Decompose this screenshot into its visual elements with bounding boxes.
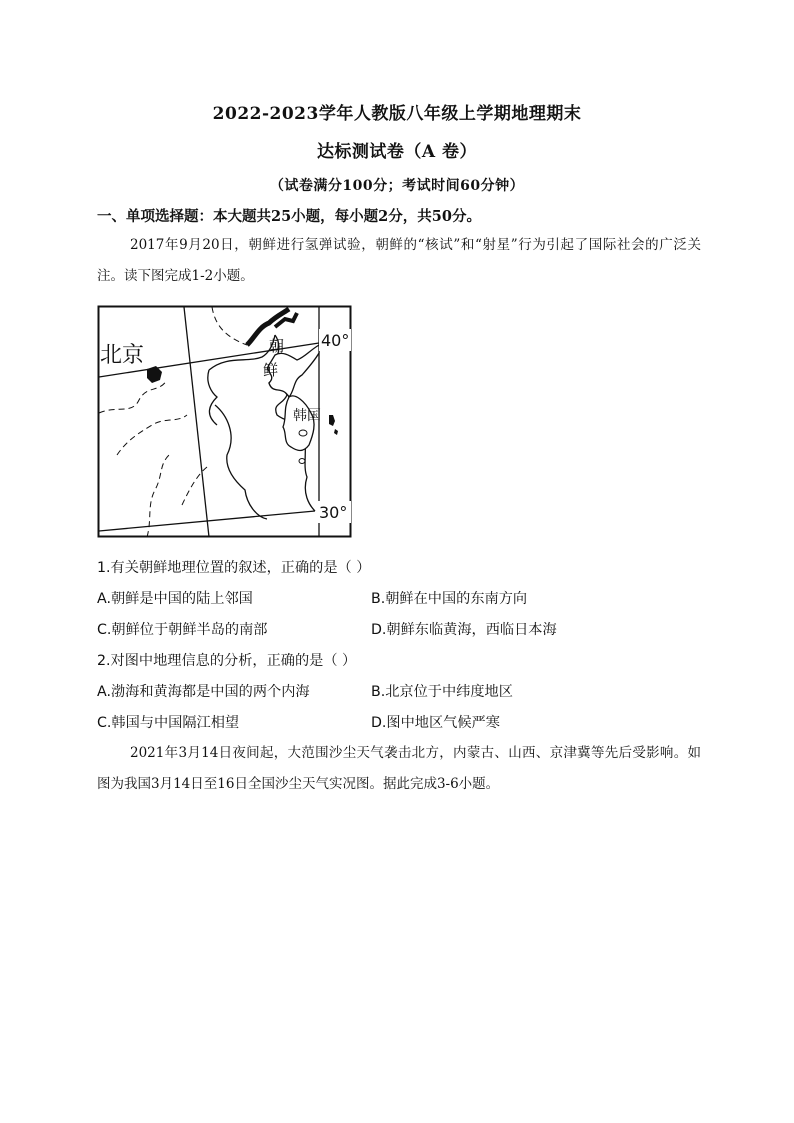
label-lat-30: 30° [319,503,348,522]
island [299,459,305,464]
question-1-option-b: B.朝鲜在中国的东南方向 [371,591,528,607]
section-heading: 一、单项选择题：本大题共25小题，每小题2分，共50分。 [97,208,481,225]
question-1-stem: 1.有关朝鲜地理位置的叙述，正确的是（ ） [97,560,371,576]
doc-title-line1: 2022-2023学年人教版八年级上学期地理期末 [212,104,582,124]
korea-peninsula-map [97,305,353,540]
coastline [208,370,217,425]
beijing-marker [147,366,162,383]
intro-paragraph-2: 2021年3月14日夜间起，大范围沙尘天气袭击北方，内蒙古、山西、京津冀等先后受影响。如图为我国3月14日至16日全国沙尘天气实况图。据此完成3-6小题。 [97,745,701,792]
question-2-stem: 2.对图中地理信息的分析，正确的是（ ） [97,653,357,669]
island [334,429,338,435]
intro-paragraph-1: 2017年9月20日，朝鲜进行氢弹试验，朝鲜的“核试”和“射星”行为引起了国际社会的广泛关注。读下图完成1-2小题。 [97,237,701,284]
question-2-option-d: D.图中地区气候严寒 [371,715,500,731]
province-border [117,415,187,455]
question-1-option-d: D.朝鲜东临黄海，西临日本海 [371,622,557,638]
label-hanguo: 韩国 [293,408,321,424]
question-2-option-a: A.渤海和黄海都是中国的两个内海 [97,684,310,700]
province-border [99,380,167,413]
question-1-option-c: C.朝鲜位于朝鲜半岛的南部 [97,622,268,638]
longitude-line-west [184,307,209,537]
label-lat-40: 40° [321,331,350,350]
label-chao: 朝 [269,337,285,355]
doc-subtitle: （试卷满分100分；考试时间60分钟） [269,178,525,194]
doc-title-line2: 达标测试卷（A 卷） [316,142,478,162]
label-beijing: 北京 [100,343,145,368]
label-xian: 鲜 [263,361,279,379]
coastline [215,405,267,519]
question-2-option-c: C.韩国与中国隔江相望 [97,715,240,731]
province-border [212,307,247,345]
island [329,415,335,426]
question-2-option-b: B.北京位于中纬度地区 [371,684,513,700]
question-1-option-a: A.朝鲜是中国的陆上邻国 [97,591,253,607]
